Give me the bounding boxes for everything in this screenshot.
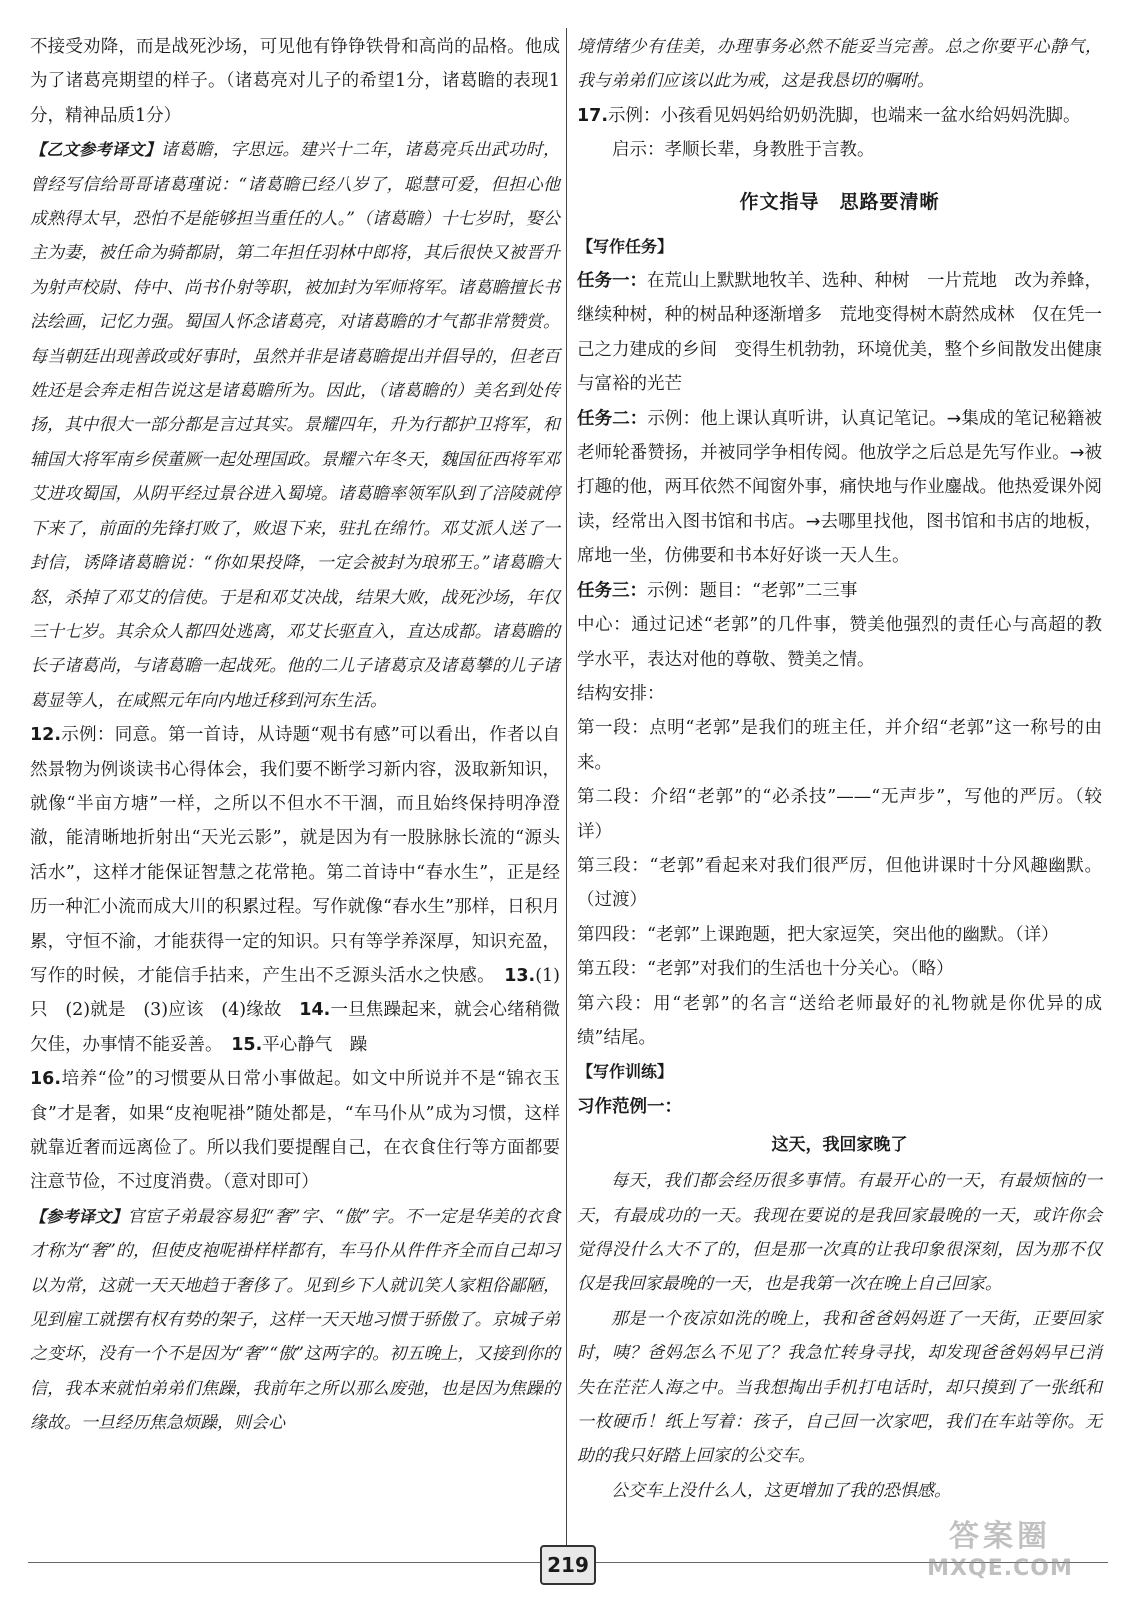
left-column <box>30 30 560 1441</box>
translation-yi <box>30 133 560 718</box>
writing-training-heading <box>577 1055 1102 1089</box>
arrow-icon: → <box>1069 443 1085 464</box>
watermark-logo <box>885 1518 1115 1588</box>
structure-para-4: 第四段：“老郭”上课跑题，把大家逗笑，突出他的幽默。（详） <box>577 924 1059 945</box>
section-title: 作文指导 思路要清晰 <box>739 190 940 213</box>
answer-15-text: 平心静气 躁 <box>262 1034 368 1055</box>
task-one <box>577 264 1102 402</box>
essay-paragraph-2: 那是一个夜凉如洗的晚上，我和爸爸妈妈逛了一天街，正要回家时，咦？爸妈怎么不见了？我急忙转身寻找，却发现爸爸妈妈早已消失在茫茫人海之中。当我想掏出手机打电话时，却只摸到了一张纸和一枚硬币！纸上写着：孩子，自己回一次家吧，我们在车站等你。无助的我只好踏上回家的公交车。 <box>577 1308 1102 1467</box>
answer-13-text: (1)只 (2)就是 (3)应该 (4)缘故 <box>30 965 561 1021</box>
answer-17-insight: 启示：孝顺长辈，身教胜于言教。 <box>612 140 875 161</box>
task-one-label: 任务一： <box>577 271 647 292</box>
answer-15-number: 15. <box>231 1034 263 1055</box>
task-two-part-b: 集成的笔记秘籍被老师轮番赞扬，并被同学争相传阅。他放学之后总是先写作业。 <box>577 408 1103 464</box>
answer-13-number: 13. <box>504 965 536 986</box>
reference-translation-tag: 【参考译文】 <box>30 1206 128 1226</box>
structure-para-3: 第三段：“老郭”看起来对我们很严厉，但他讲课时十分风趣幽默。（过渡） <box>577 855 1102 911</box>
answer-14-text: 一旦焦躁起来，就会心绪稍微欠佳，办事情不能妥善。 <box>30 1000 560 1055</box>
answer-16-text: 培养“俭”的习惯要从日常小事做起。如文中所说并不是“锦衣玉食”才是奢，如果“皮袍呢褂”随处都是，“车马仆从”成为习惯，这样就靠近奢而远离俭了。所以我们要提醒自己，在衣食住行等方面都要注意节俭，不过度消费。（意对即可） <box>30 1069 560 1193</box>
task-three <box>577 574 1102 608</box>
answer-17 <box>577 99 1102 133</box>
answer-continuation: 不接受劝降，而是战死沙场，可见他有铮铮铁骨和高尚的品格。他成为了诸葛亮期望的样子。（诸葛亮对儿子的希望1分，诸葛瞻的表现1分，精神品质1分） <box>30 37 560 126</box>
translation-continuation: 境情绪少有佳美，办理事务必然不能妥当完善。总之你要平心静气，我与弟弟们应该以此为戒，这是我恳切的嘱咐。 <box>577 37 1102 92</box>
right-column <box>577 30 1102 1508</box>
translation-yi-text: 诸葛瞻，字思远。建兴十二年，诸葛亮兵出武功时，曾经写信给哥哥诸葛瑾说：“诸葛瞻已经八岁了，聪慧可爱，但担心他成熟得太早，恐怕不是能够担当重任的人。”（诸葛瞻）十七岁时，娶公主为妻，被任命为骑都尉，第二年担任羽林中郎将，其后很快又被晋升为射声校尉、侍中、尚书仆射等职，被加封为军师将军。诸葛瞻擅长书法绘画，记忆力强。蜀国人怀念诸葛亮，对诸葛瞻的才气都非常赞赏。每当朝廷出现善政或好事时，虽然并非是诸葛瞻提出并倡导的，但老百姓还是会奔走相告说这是诸葛瞻所为。因此，（诸葛瞻的）美名到处传扬，其中很大一部分都是言过其实。景耀四年，升为行都护卫将军，和辅国大将军南乡侯董厥一起处理国政。景耀六年冬天，魏国征西将军邓艾进攻蜀国，从阴平经过景谷进入蜀境。诸葛瞻率领军队到了涪陵就停下来了，前面的先锋打败了，败退下来，驻扎在绵竹。邓艾派人送了一封信，诱降诸葛瞻说：“你如果投降，一定会被封为琅邪王。”诸葛瞻大怒，杀掉了邓艾的信使。于是和邓艾决战，结果大败，战死沙场，年仅三十七岁。其余众人都四处逃离，邓艾长驱直入，直达成都。诸葛瞻的长子诸葛尚，与诸葛瞻一起战死。他的二儿子诸葛京及诸葛攀的儿子诸葛显等人，在咸熙元年向内地迁移到河东生活。 <box>30 140 560 711</box>
essay-paragraph-1: 每天，我们都会经历很多事情。有最开心的一天，有最烦恼的一天，有最成功的一天。我现在要说的是我回家最晚的一天，或许你会觉得没什么大不了的，但是那一次真的让我印象很深刻，因为那不仅仅是我回家最晚的一天，也是我第一次在晚上自己回家。 <box>577 1171 1102 1295</box>
answer-12-number: 12. <box>30 725 62 746</box>
reference-translation-text: 官宦子弟最容易犯“奢”字、“傲”字。不一定是华美的衣食才称为“奢”的，但使皮袍呢褂样样都有，车马仆从件件齐全而自己却习以为常，这就一天天地趋于奢侈了。见到乡下人就讥笑人家粗俗鄙陋，见到雇工就摆有权有势的架子，这样一天天地习惯于骄傲了。京城子弟之变坏，没有一个不是因为“奢”“傲”这两字的。初五晚上，又接到你的信，我本来就怕弟弟们焦躁，我前年之所以那么废弛，也是因为焦躁的缘故。一旦经历焦急烦躁，则会心 <box>30 1206 560 1434</box>
task-two-part-c: 被打趣的他，两耳依然不闻窗外事，痛快地与作业鏖战。他热爱课外阅读，经常出入图书馆和书店。 <box>577 443 1103 532</box>
structure-para-5: 第五段：“老郭”对我们的生活也十分关心。（略） <box>577 959 954 980</box>
page-number: 219 <box>540 1545 596 1585</box>
answer-16 <box>30 1062 560 1200</box>
essay-paragraph-3: 公交车上没什么人，这更增加了我的恐惧感。 <box>611 1480 951 1501</box>
task-two <box>577 402 1102 574</box>
answer-16-number: 16. <box>30 1069 62 1090</box>
structure-para-1: 第一段：点明“老郭”是我们的班主任，并介绍“老郭”这一称号的由来。 <box>577 718 1102 773</box>
answer-17-number: 17. <box>577 105 609 126</box>
task-two-part-d: 去哪里找他，图书馆和书店的地板，席地一坐，仿佛要和书本好好谈一天人生。 <box>577 511 1103 567</box>
task-two-part-a: 示例：他上课认真听讲，认真记笔记。 <box>647 408 947 429</box>
structure-para-6: 第六段：用“老郭”的名言“送给老师最好的礼物就是你优异的成绩”结尾。 <box>577 993 1102 1048</box>
watermark-text: 答案圈 <box>949 1519 1051 1554</box>
column-divider <box>566 28 567 1548</box>
answer-12 <box>30 718 560 1062</box>
task-three-text: 示例：题目：“老郭”二三事 <box>647 580 858 601</box>
answer-14-number: 14. <box>299 1000 331 1021</box>
task-one-text: 在荒山上默默地牧羊、选种、种树 一片荒地 改为养蜂，继续种树，种的树品种逐渐增多 荒地变得树木蔚然成林 仅在凭一己之力建成的乡间 变得生机勃勃，环境优美，整个乡间散发出健康与富裕的光芒 <box>577 271 1102 395</box>
structure-para-2: 第二段：介绍“老郭”的“必杀技”——“无声步”，写他的严厉。（较详） <box>577 787 1102 842</box>
task-two-label: 任务二： <box>577 408 648 429</box>
sample-essay-label: 习作范例一： <box>577 1096 682 1117</box>
task-three-label: 任务三： <box>577 580 647 601</box>
essay-title: 这天，我回家晚了 <box>771 1135 908 1156</box>
essay-center: 中心：通过记述“老郭”的几件事，赞美他强烈的责任心与高超的教学水平，表达对他的尊敬、赞美之情。 <box>577 615 1102 670</box>
answer-12-text: 示例：同意。第一首诗，从诗题“观书有感”可以看出，作者以自然景物为例谈读书心得体会，我们要不断学习新内容，汲取新知识，就像“半亩方塘”一样，之所以不但水不干涸，而且始终保持明净澄澈，能清晰地折射出“天光云影”，就是因为有一股脉脉长流的“源头活水”，这样才能保证智慧之花常艳。第二首诗中“春水生”，正是经历一种汇小流而成大川的积累过程。写作就像“春水生”那样，日积月累，守恒不渝，才能获得一定的知识。只有等学养深厚，知识充盈，写作的时候，才能信手拈来，产生出不乏源头活水之快感。 <box>30 725 560 986</box>
translation-yi-tag: 【乙文参考译文】 <box>30 140 161 160</box>
writing-task-tag: 【写作任务】 <box>577 236 674 256</box>
reference-translation <box>30 1200 560 1441</box>
watermark-url: MXQE.COM <box>927 1556 1073 1581</box>
arrow-icon: → <box>946 408 962 429</box>
answer-17-text: 示例：小孩看见妈妈给奶奶洗脚，也端来一盆水给妈妈洗脚。 <box>608 105 1081 126</box>
arrow-icon: → <box>805 511 821 532</box>
writing-task-heading <box>577 230 1102 264</box>
structure-heading: 结构安排： <box>577 683 665 704</box>
writing-training-tag: 【写作训练】 <box>577 1062 674 1082</box>
